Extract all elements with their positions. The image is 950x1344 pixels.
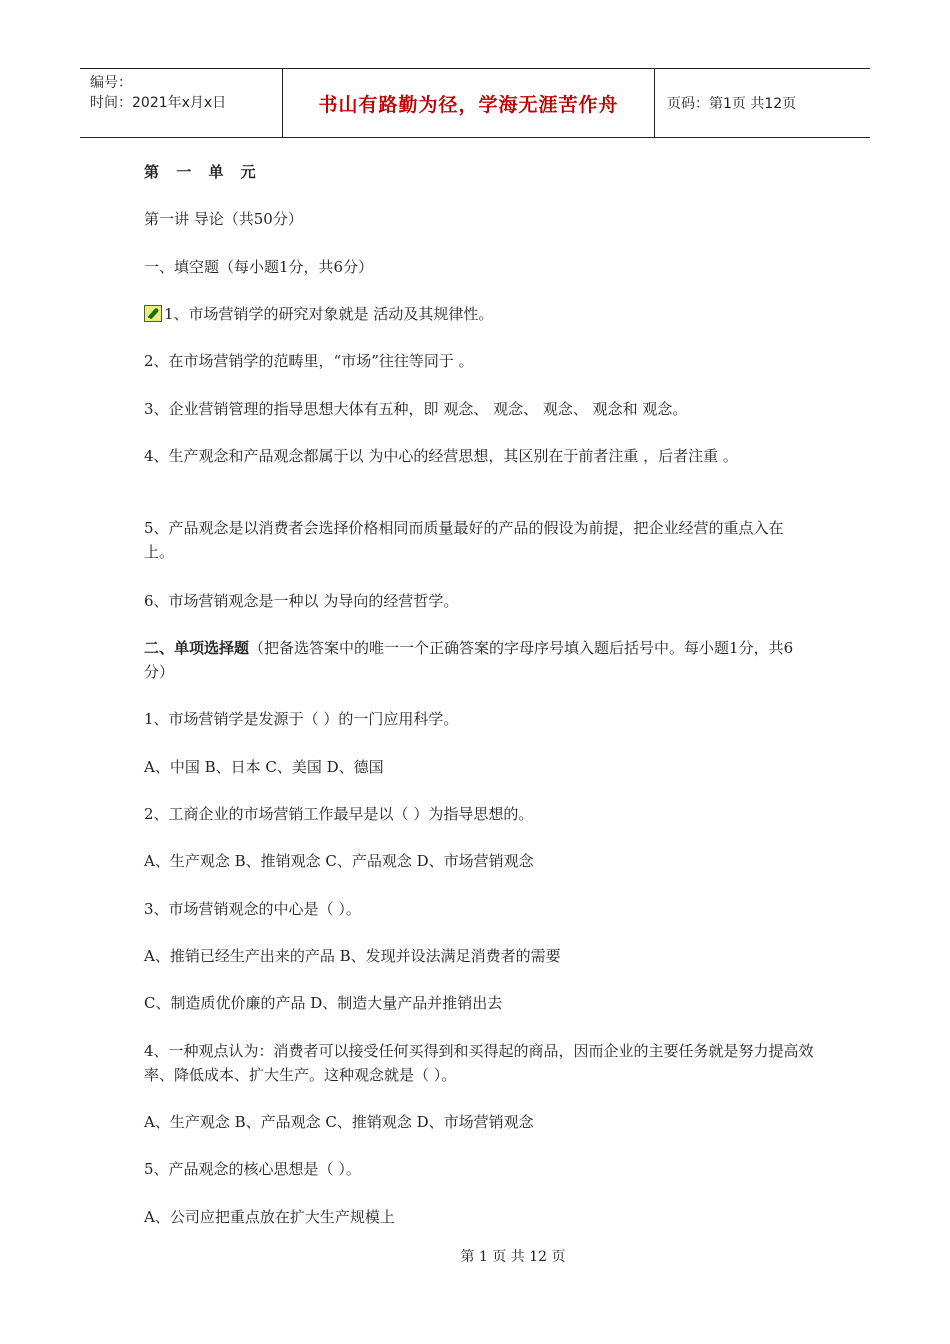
- number-label: 编号：: [90, 75, 132, 91]
- section2-title: [144, 636, 814, 684]
- mc-options-1: A、中国 B、日本 C、美国 D、德国: [144, 758, 384, 776]
- header-motto: 书山有路勤为径，学海无涯苦作舟: [283, 69, 655, 137]
- question-1-text: 1、市场营销学的研究对象就是 活动及其规律性。: [164, 305, 494, 323]
- question-4: 4、生产观念和产品观念都属于以 为中心的经营思想，其区别在于前者注重 ，后者注重 。: [144, 447, 738, 465]
- unit-title: 第 一 单 元: [144, 163, 262, 181]
- mc-question-1: 1、市场营销学是发源于（ ）的一门应用科学。: [144, 710, 459, 728]
- section2-title-rest: （把备选答案中的唯一一个正确答案的字母序号填入题后括号中。每小题1分，共6分）: [144, 639, 794, 681]
- mc-options-3a: A、推销已经生产出来的产品 B、发现并设法满足消费者的需要: [144, 947, 561, 965]
- section2-title-bold: 二、单项选择题: [144, 639, 250, 657]
- date-label: 时间：2021年x月x日: [90, 95, 227, 111]
- mc-question-5: 5、产品观念的核心思想是（ ）。: [144, 1160, 361, 1178]
- section1-title: 一、填空题（每小题1分，共6分）: [144, 258, 374, 276]
- header-page-info: 页码：第1页 共12页: [667, 96, 797, 112]
- paperclip-icon[interactable]: [144, 305, 162, 322]
- mc-question-3: 3、市场营销观念的中心是（ ）。: [144, 900, 361, 918]
- lecture-title: 第一讲 导论（共50分）: [144, 210, 303, 228]
- question-5: 5、产品观念是以消费者会选择价格相同而质量最好的产品的假设为前提，把企业经营的重点入在 上。: [144, 519, 784, 561]
- page-footer: 第 1 页 共 12 页: [460, 1249, 566, 1265]
- mc-question-2: 2、工商企业的市场营销工作最早是以（ ）为指导思想的。: [144, 805, 534, 823]
- question-6: 6、市场营销观念是一种以 为导向的经营哲学。: [144, 592, 459, 610]
- page-header: [80, 68, 870, 138]
- mc-question-4: 4、一种观点认为：消费者可以接受任何买得到和买得起的商品，因而企业的主要任务就是努力提高效率、降低成本、扩大生产。这种观念就是（ ）。: [144, 1042, 814, 1084]
- mc-option-5a: A、公司应把重点放在扩大生产规模上: [144, 1208, 395, 1226]
- question-3: 3、企业营销管理的指导思想大体有五种，即 观念、 观念、 观念、 观念和 观念。: [144, 400, 688, 418]
- mc-options-3b: C、制造质优价廉的产品 D、制造大量产品并推销出去: [144, 994, 503, 1012]
- mc-options-4: A、生产观念 B、产品观念 C、推销观念 D、市场营销观念: [144, 1113, 534, 1131]
- mc-options-2: A、生产观念 B、推销观念 C、产品观念 D、市场营销观念: [144, 852, 534, 870]
- question-1: [144, 302, 814, 326]
- header-meta: [80, 69, 283, 137]
- question-2: 2、在市场营销学的范畴里，“市场”往往等同于 。: [144, 352, 474, 370]
